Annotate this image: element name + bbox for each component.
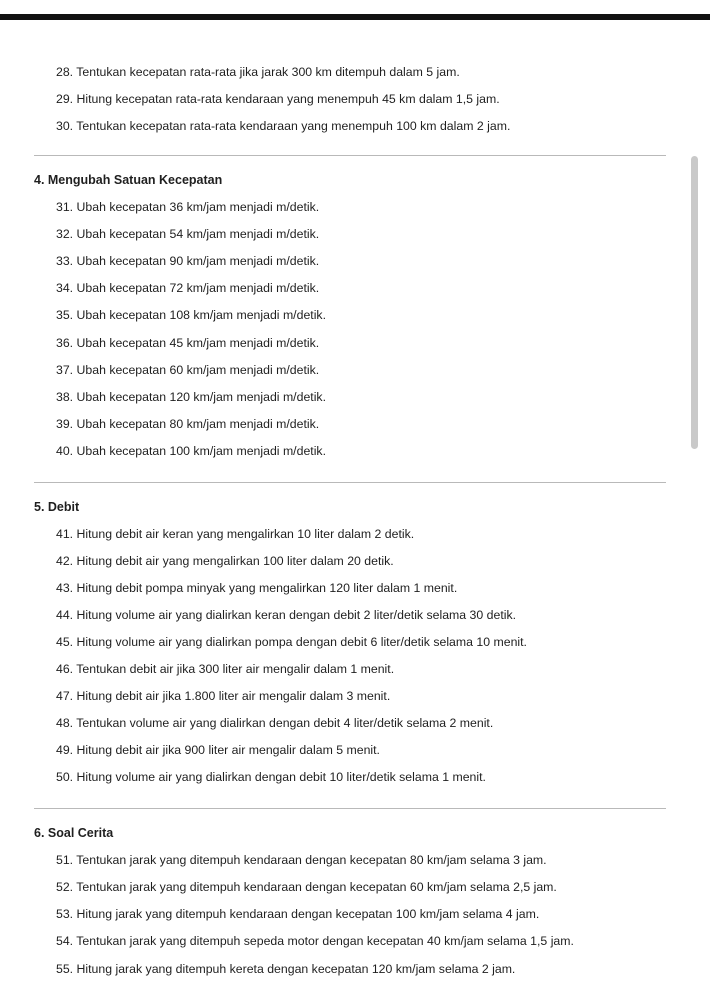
question-48: 48. Tentukan volume air yang dialirkan dengan debit 4 liter/detik selama 2 menit. [56,716,494,730]
question-37: 37. Ubah kecepatan 60 km/jam menjadi m/detik. [56,363,320,377]
question-51: 51. Tentukan jarak yang ditempuh kendaraan dengan kecepatan 80 km/jam selama 3 jam. [56,853,547,867]
section-heading-soal-cerita: 6. Soal Cerita [34,826,114,840]
section-heading-kecepatan: 4. Mengubah Satuan Kecepatan [34,173,223,187]
question-44: 44. Hitung volume air yang dialirkan keran dengan debit 2 liter/detik selama 30 detik. [56,608,517,622]
question-39: 39. Ubah kecepatan 80 km/jam menjadi m/detik. [56,417,320,431]
question-41: 41. Hitung debit air keran yang mengalirkan 10 liter dalam 2 detik. [56,527,415,541]
question-42: 42. Hitung debit air yang mengalirkan 100 liter dalam 20 detik. [56,554,394,568]
question-32: 32. Ubah kecepatan 54 km/jam menjadi m/detik. [56,227,320,241]
question-36: 36. Ubah kecepatan 45 km/jam menjadi m/detik. [56,336,320,350]
question-46: 46. Tentukan debit air jika 300 liter air mengalir dalam 1 menit. [56,662,395,676]
question-54: 54. Tentukan jarak yang ditempuh sepeda motor dengan kecepatan 40 km/jam selama 1,5 jam. [56,934,574,948]
question-33: 33. Ubah kecepatan 90 km/jam menjadi m/detik. [56,254,320,268]
question-28: 28. Tentukan kecepatan rata-rata jika jarak 300 km ditempuh dalam 5 jam. [56,65,460,79]
section-heading-debit: 5. Debit [34,500,80,514]
question-49: 49. Hitung debit air jika 900 liter air mengalir dalam 5 menit. [56,743,380,757]
section-divider [34,155,666,156]
question-47: 47. Hitung debit air jika 1.800 liter air mengalir dalam 3 menit. [56,689,391,703]
question-53: 53. Hitung jarak yang ditempuh kendaraan dengan kecepatan 100 km/jam selama 4 jam. [56,907,540,921]
question-38: 38. Ubah kecepatan 120 km/jam menjadi m/detik. [56,390,326,404]
question-35: 35. Ubah kecepatan 108 km/jam menjadi m/detik. [56,308,326,322]
section-divider [34,808,666,809]
question-43: 43. Hitung debit pompa minyak yang mengalirkan 120 liter dalam 1 menit. [56,581,458,595]
question-55: 55. Hitung jarak yang ditempuh kereta dengan kecepatan 120 km/jam selama 2 jam. [56,962,516,976]
question-40: 40. Ubah kecepatan 100 km/jam menjadi m/detik. [56,444,326,458]
section-divider [34,482,666,483]
question-34: 34. Ubah kecepatan 72 km/jam menjadi m/detik. [56,281,320,295]
scrollbar-thumb[interactable] [691,156,698,449]
question-29: 29. Hitung kecepatan rata-rata kendaraan yang menempuh 45 km dalam 1,5 jam. [56,92,500,106]
question-30: 30. Tentukan kecepatan rata-rata kendaraan yang menempuh 100 km dalam 2 jam. [56,119,511,133]
question-45: 45. Hitung volume air yang dialirkan pompa dengan debit 6 liter/detik selama 10 menit. [56,635,527,649]
question-50: 50. Hitung volume air yang dialirkan dengan debit 10 liter/detik selama 1 menit. [56,770,486,784]
question-52: 52. Tentukan jarak yang ditempuh kendaraan dengan kecepatan 60 km/jam selama 2,5 jam. [56,880,557,894]
question-31: 31. Ubah kecepatan 36 km/jam menjadi m/detik. [56,200,320,214]
